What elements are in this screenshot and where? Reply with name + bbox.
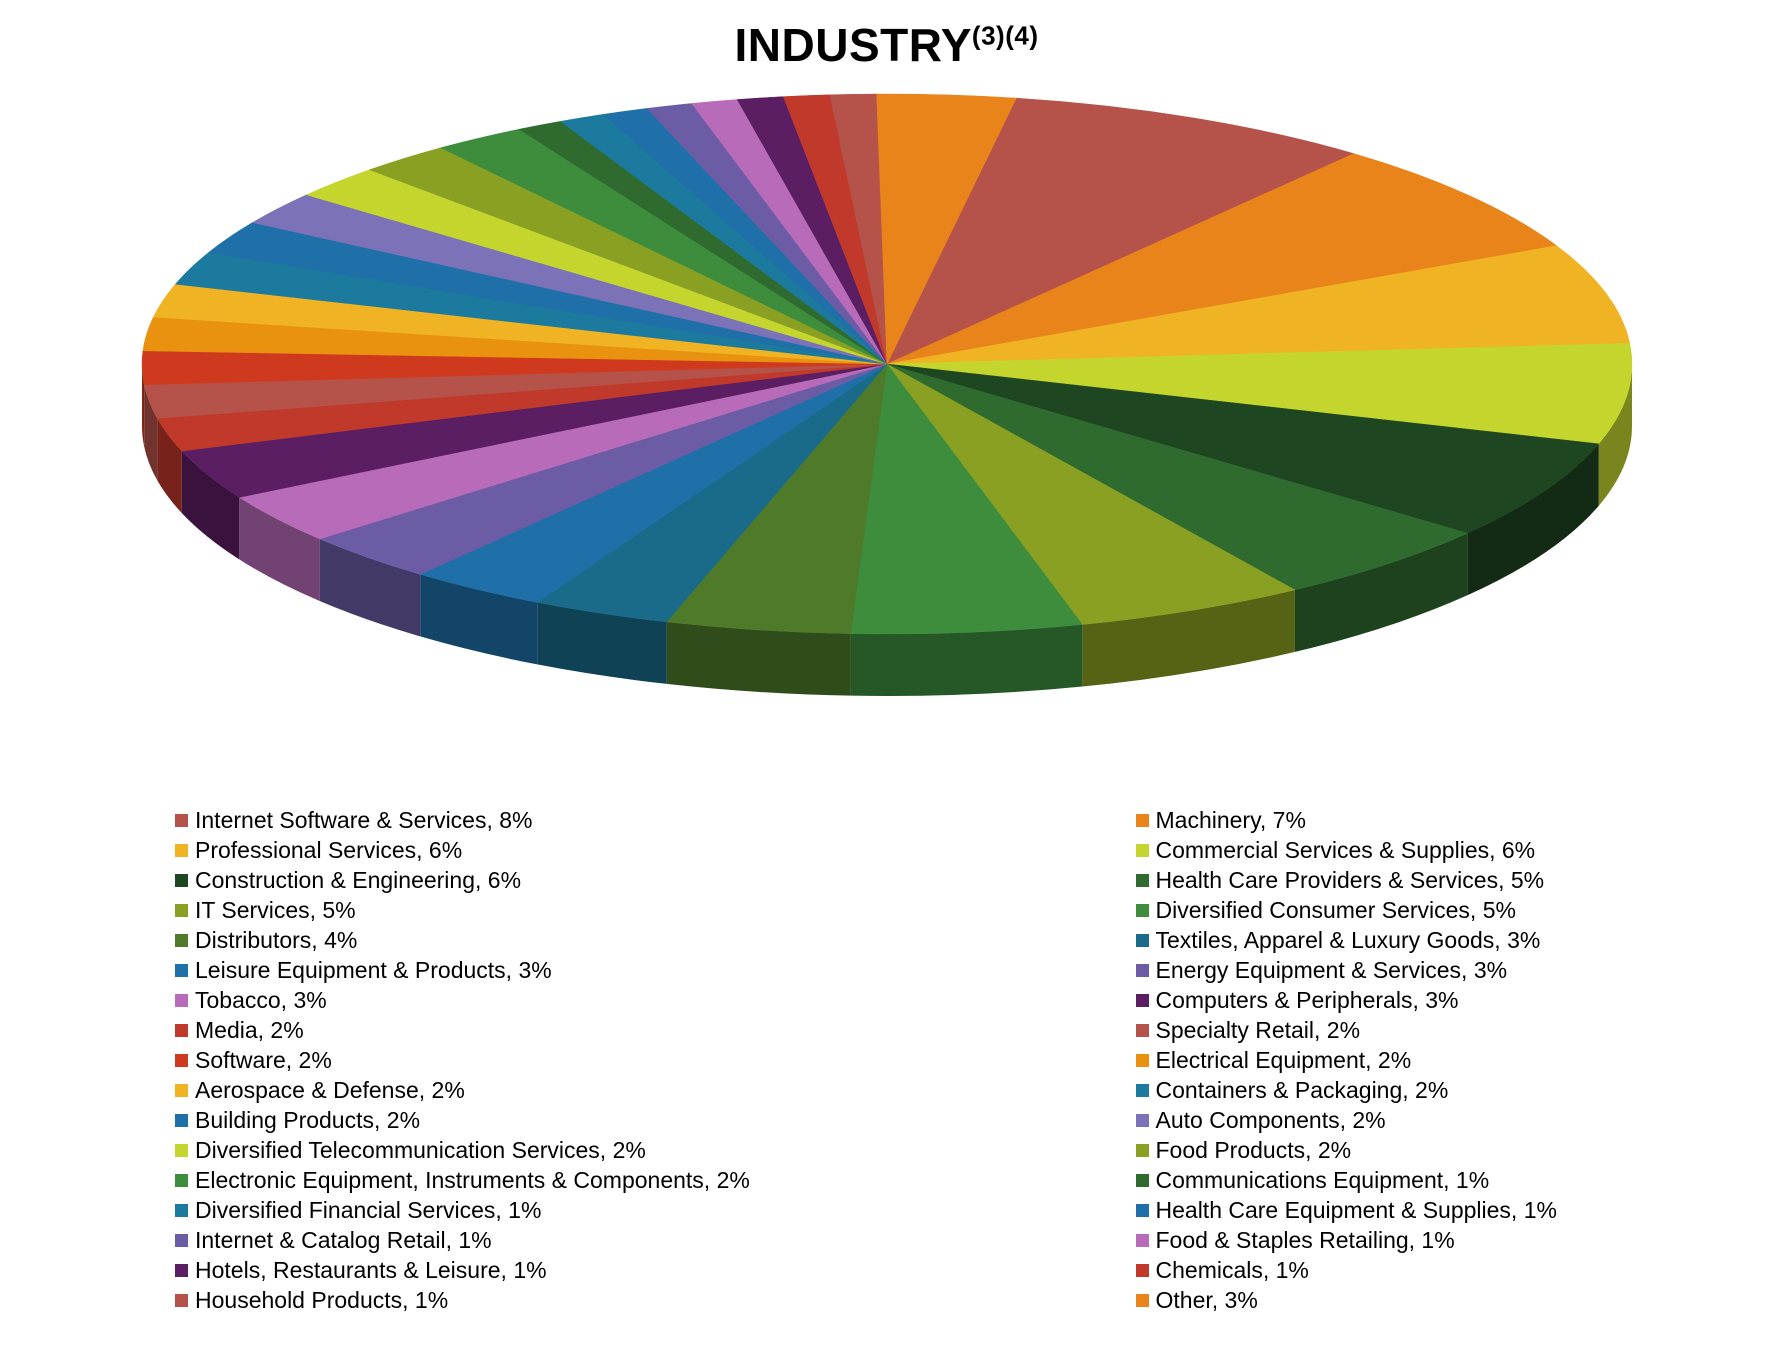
legend-item-label: Auto Components, 2% — [1155, 1107, 1386, 1133]
legend-item-label: Aerospace & Defense, 2% — [195, 1077, 465, 1103]
legend-item-label: Computers & Peripherals, 3% — [1155, 987, 1459, 1013]
legend-swatch-icon — [1136, 904, 1149, 917]
pie-slices — [141, 94, 1631, 634]
legend-swatch-icon — [1136, 1174, 1149, 1187]
legend-item-label: Construction & Engineering, 6% — [195, 867, 522, 893]
legend-swatch-icon — [1136, 934, 1149, 947]
legend-swatch-icon — [1136, 1234, 1149, 1247]
legend-item-label: Diversified Financial Services, 1% — [195, 1197, 542, 1223]
legend-item-label: Professional Services, 6% — [195, 837, 463, 863]
legend-item-label: Software, 2% — [195, 1047, 332, 1073]
legend-item-label: Food & Staples Retailing, 1% — [1155, 1227, 1455, 1253]
legend-item-label: Health Care Equipment & Supplies, 1% — [1155, 1197, 1557, 1223]
legend-item-label: Tobacco, 3% — [195, 987, 327, 1013]
legend-swatch-icon — [1136, 1294, 1149, 1307]
legend-item-label: Commercial Services & Supplies, 6% — [1155, 837, 1536, 863]
legend-item-label: Leisure Equipment & Products, 3% — [195, 957, 552, 983]
legend-swatch-icon — [1136, 874, 1149, 887]
page-title — [0, 0, 1773, 71]
pie-slice-side — [850, 625, 1082, 696]
legend-swatch-icon — [1136, 1264, 1149, 1277]
pie-area — [0, 64, 1773, 724]
pie-3d-svg — [67, 64, 1707, 724]
legend-item-label: Household Products, 1% — [195, 1287, 449, 1313]
legend-item-label: Health Care Providers & Services, 5% — [1155, 867, 1545, 893]
legend-swatch-icon — [1136, 844, 1149, 857]
legend-item-label: Internet Software & Services, 8% — [195, 807, 533, 833]
legend-swatch-icon — [1136, 994, 1149, 1007]
legend-swatch-icon — [1136, 814, 1149, 827]
legend-item-label: Textiles, Apparel & Luxury Goods, 3% — [1155, 927, 1541, 953]
legend-item-label: Food Products, 2% — [1155, 1137, 1352, 1163]
legend-swatch-icon — [1136, 1204, 1149, 1217]
legend-item-label: Media, 2% — [195, 1017, 304, 1043]
legend-swatch-icon — [1136, 1144, 1149, 1157]
legend-swatch-icon — [1136, 1084, 1149, 1097]
legend-item-label: Hotels, Restaurants & Leisure, 1% — [195, 1257, 547, 1283]
legend-column-right — [1, 805, 1557, 1315]
legend-item-label: Communications Equipment, 1% — [1155, 1167, 1490, 1193]
legend-item-label: Internet & Catalog Retail, 1% — [195, 1227, 492, 1253]
legend-item-label: Energy Equipment & Services, 3% — [1155, 957, 1508, 983]
chart-legend — [0, 805, 1773, 1315]
legend-item-label: Diversified Telecommunication Services, 2% — [195, 1137, 646, 1163]
legend-item-label: Electrical Equipment, 2% — [1155, 1047, 1412, 1073]
legend-item-label: Distributors, 4% — [195, 927, 358, 953]
legend-swatch-icon — [1136, 1024, 1149, 1037]
legend-item-label: Specialty Retail, 2% — [1155, 1017, 1361, 1043]
legend-item-label: IT Services, 5% — [195, 897, 356, 923]
legend-item-label: Chemicals, 1% — [1155, 1257, 1309, 1283]
legend-swatch-icon — [1136, 1054, 1149, 1067]
legend-item-label: Machinery, 7% — [1155, 807, 1306, 833]
chart-title-superscript: (3)(4) — [971, 20, 1039, 51]
chart-title-text: INDUSTRY — [734, 19, 972, 71]
legend-item-label: Other, 3% — [1155, 1287, 1258, 1313]
legend-swatch-icon — [1136, 1114, 1149, 1127]
legend-item-label: Building Products, 2% — [195, 1107, 421, 1133]
legend-item-label: Containers & Packaging, 2% — [1155, 1077, 1449, 1103]
legend-item-label: Diversified Consumer Services, 5% — [1155, 897, 1516, 923]
legend-swatch-icon — [1136, 964, 1149, 977]
legend-item-label: Electronic Equipment, Instruments & Components, 2% — [195, 1167, 750, 1193]
